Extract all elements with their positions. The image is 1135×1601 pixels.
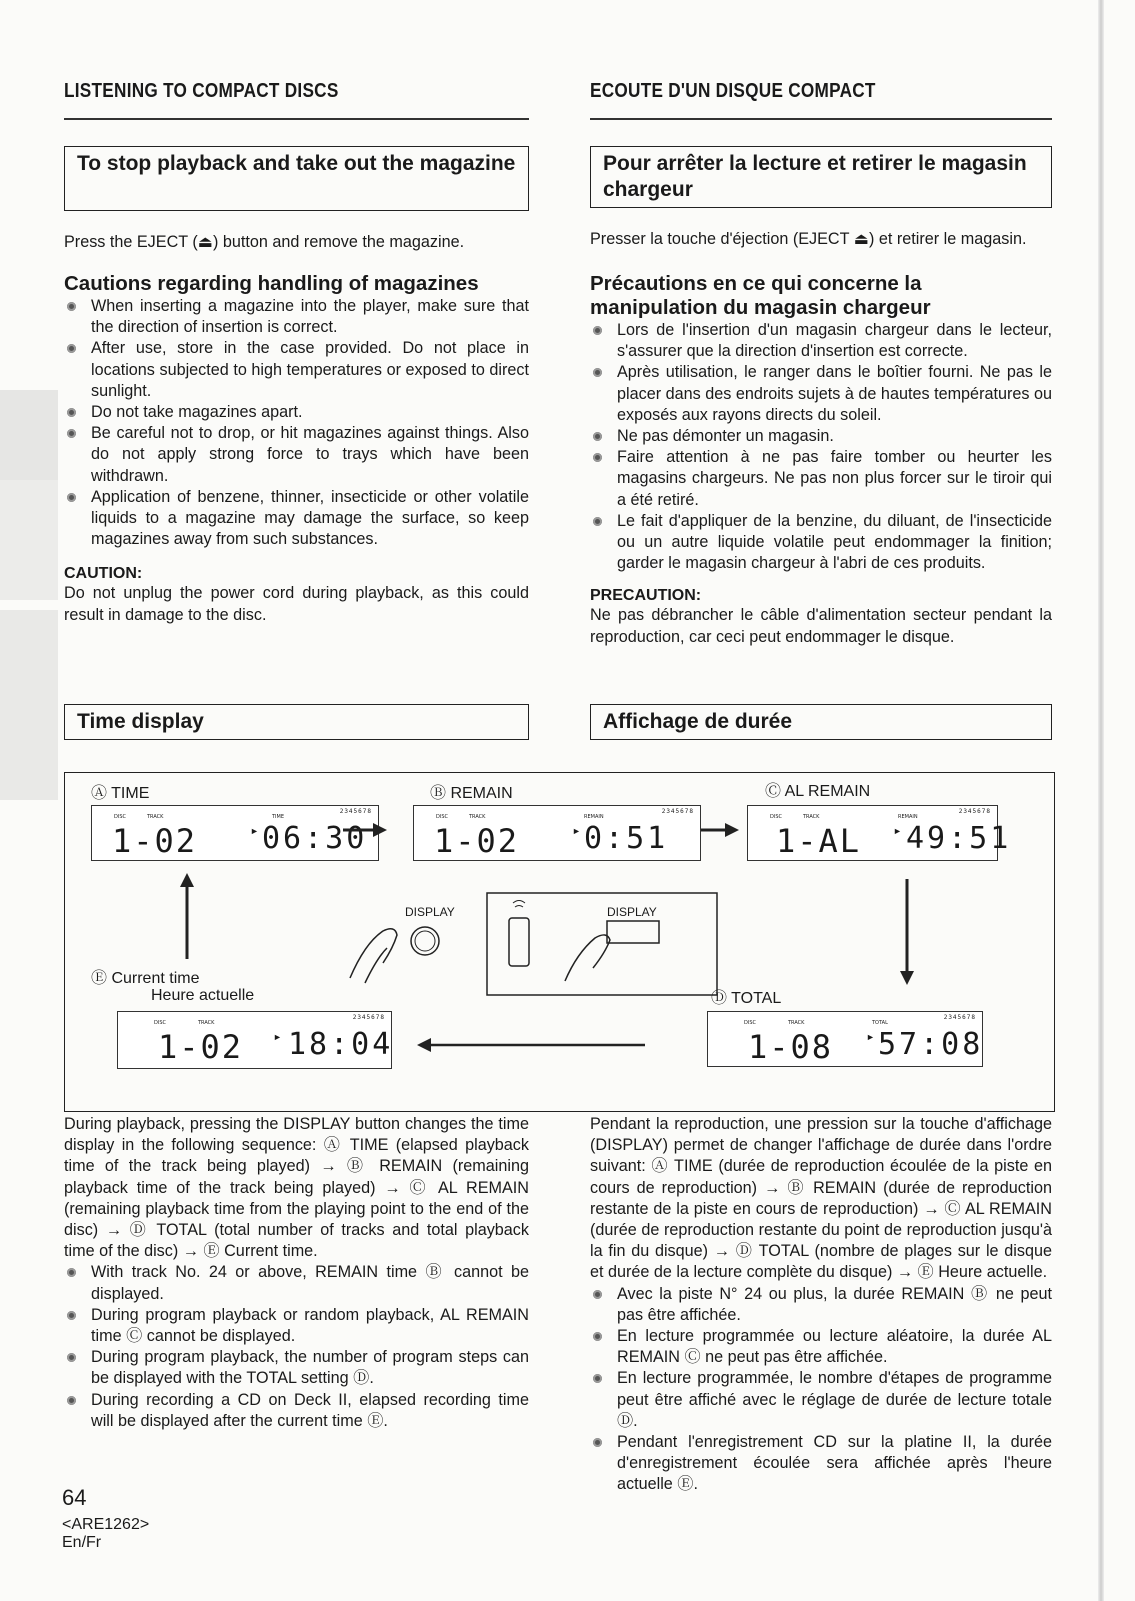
lcd-time: 18:04 bbox=[288, 1027, 394, 1062]
lcd-total-label: TOTAL bbox=[872, 1020, 888, 1026]
list-item: During program playback or random playback, AL REMAIN time Ⓒ cannot be displayed. bbox=[64, 1305, 529, 1347]
lcd-numbers: 2345678 bbox=[339, 808, 372, 815]
list-item: Pendant l'enregistrement CD sur la platine II, la durée d'enregistrement écoulée sera affichée après l'heure actuelle Ⓔ. bbox=[590, 1432, 1052, 1496]
lcd-numbers: 2345678 bbox=[943, 1014, 976, 1021]
right-header: ECOUTE D'UN DISQUE COMPACT bbox=[590, 80, 876, 102]
lcd-track-label: TRACK bbox=[803, 814, 820, 820]
list-item: Ne pas démonter un magasin. bbox=[590, 426, 1052, 447]
caution-label-en: CAUTION: bbox=[64, 565, 143, 583]
scan-shade bbox=[0, 390, 58, 480]
arrow-right-icon bbox=[701, 823, 739, 837]
cautions-head-en: Cautions regarding handling of magazines bbox=[64, 272, 479, 295]
arrow-left-icon bbox=[417, 1038, 645, 1052]
lcd-track-label: TRACK bbox=[198, 1020, 215, 1026]
notes-list-en bbox=[64, 1262, 529, 1432]
play-icon: ► bbox=[893, 826, 902, 836]
right-header-rule bbox=[590, 118, 1052, 120]
lcd-d bbox=[707, 1011, 983, 1067]
lcd-disc-track: 1-02 bbox=[112, 822, 198, 860]
remote-panel-icon bbox=[487, 893, 717, 995]
body-text-en: During playback, pressing the DISPLAY button changes the time display in the following sequence: Ⓐ TIME (elapsed playback time of the track being played) → Ⓑ REMAIN (remaining playback time of the track being played) → Ⓒ AL REMAIN (remaining playback time from the playing point to the end of the disc) → Ⓓ TOTAL (total number of tracks and total playback time of the disc) → Ⓔ Current time. bbox=[64, 1115, 529, 1261]
lcd-disc-track: 1-AL bbox=[776, 822, 862, 860]
lcd-time: 49:51 bbox=[906, 821, 1012, 856]
lcd-time: 06:30 bbox=[262, 821, 368, 856]
list-item: En lecture programmée, le nombre d'étapes de programme peut être affiché avec le réglage de durée de lecture totale Ⓓ. bbox=[590, 1368, 1052, 1432]
lcd-disc-label: DISC bbox=[744, 1020, 756, 1026]
cautions-en bbox=[64, 272, 529, 626]
caution-text-fr: Ne pas débrancher le câble d'alimentation secteur pendant la reproduction, car ceci peut endommager le disque. bbox=[590, 606, 1052, 646]
list-item: Le fait d'appliquer de la benzine, du diluant, de l'insecticide ou un autre liquide volatile peut endommager la finition; garder le magasin chargeur à l'abri de ces produits. bbox=[590, 511, 1052, 575]
scan-shade bbox=[0, 610, 58, 800]
play-icon: ► bbox=[273, 1032, 282, 1042]
display-label-remote: DISPLAY bbox=[607, 905, 657, 919]
cautions-list-en bbox=[64, 296, 529, 550]
list-item: Après utilisation, le ranger dans le boîtier fourni. Ne pas le placer dans des endroits sujets à de hautes températures ou exposés aux rayons directs du soleil. bbox=[590, 362, 1052, 426]
list-item: After use, store in the case provided. Do not place in locations subjected to high temperatures or exposed to direct sunlight. bbox=[64, 338, 529, 402]
doc-lang: En/Fr bbox=[62, 1534, 102, 1551]
lcd-remain-label: REMAIN bbox=[898, 814, 918, 820]
play-icon: ► bbox=[250, 826, 259, 836]
arrow-right-icon bbox=[343, 823, 387, 837]
doc-code: <ARE1262> bbox=[62, 1516, 150, 1533]
scan-shade bbox=[0, 480, 58, 600]
lcd-disc-track: 1-02 bbox=[158, 1028, 244, 1066]
finger-press-icon bbox=[350, 929, 397, 983]
lcd-disc-label: DISC bbox=[114, 814, 126, 820]
list-item: Application of benzene, thinner, insecticide or other volatile liquids to a magazine may damage the surface, so keep magazines away from such substances. bbox=[64, 487, 529, 551]
list-item: Be careful not to drop, or hit magazines against things. Also do not apply strong force to trays which have been withdrawn. bbox=[64, 423, 529, 487]
list-item: Lors de l'insertion d'un magasin chargeur dans le lecteur, s'assurer que la direction d'insertion est correcte. bbox=[590, 320, 1052, 362]
cautions-list-fr bbox=[590, 320, 1052, 574]
cautions-fr bbox=[590, 272, 1052, 648]
lcd-time: 0:51 bbox=[584, 821, 669, 856]
body-en bbox=[64, 1114, 529, 1432]
list-item: When inserting a magazine into the player, make sure that the direction of insertion is correct. bbox=[64, 296, 529, 338]
body-text-fr: Pendant la reproduction, une pression sur la touche d'affichage (DISPLAY) permet de changer l'affichage de durée dans l'ordre suivant: Ⓐ TIME (durée de reproduction écoulée de la piste en cours de reproduction) → Ⓑ REMAIN (durée de reproduction restante de la piste en cours de reproduction) → Ⓒ AL REMAIN (durée de reproduction restante du point de reproduction jusqu'à la fin du disque) → Ⓓ TOTAL (nombre de plages sur le disque et durée de la lecture complète du disque) → Ⓔ Heure actuelle. bbox=[590, 1115, 1052, 1282]
lcd-disc-track: 1-02 bbox=[434, 822, 520, 860]
body-fr bbox=[590, 1114, 1052, 1496]
time-display-diagram bbox=[64, 772, 1055, 1112]
arrow-up-icon bbox=[180, 873, 194, 959]
list-item: Do not take magazines apart. bbox=[64, 402, 529, 423]
lcd-e bbox=[117, 1011, 392, 1069]
list-item: With track No. 24 or above, REMAIN time Ⓑ cannot be displayed. bbox=[64, 1262, 529, 1304]
lcd-time: 57:08 bbox=[878, 1027, 984, 1062]
label-b-remain: Ⓑ REMAIN bbox=[430, 785, 513, 802]
list-item: Avec la piste N° 24 ou plus, la durée REMAIN Ⓑ ne peut pas être affichée. bbox=[590, 1284, 1052, 1326]
caution-label-fr: PRECAUTION: bbox=[590, 587, 702, 605]
lcd-numbers: 2345678 bbox=[661, 808, 694, 815]
stop-box-fr: Pour arrêter la lecture et retirer le magasin chargeur bbox=[590, 146, 1052, 208]
label-a-time: Ⓐ TIME bbox=[91, 785, 150, 802]
lcd-disc-track: 1-08 bbox=[748, 1028, 834, 1066]
list-item: During recording a CD on Deck II, elapsed recording time will be displayed after the current time Ⓔ. bbox=[64, 1390, 529, 1432]
arrow-down-icon bbox=[900, 879, 914, 985]
notes-list-fr bbox=[590, 1284, 1052, 1496]
play-icon: ► bbox=[866, 1032, 875, 1042]
lcd-track-label: TRACK bbox=[788, 1020, 805, 1026]
label-e-current-fr: Heure actuelle bbox=[151, 987, 255, 1004]
lcd-time-label: TIME bbox=[272, 814, 285, 820]
time-box-fr: Affichage de durée bbox=[590, 704, 1052, 740]
label-d-total: Ⓓ TOTAL bbox=[711, 990, 782, 1007]
page-number: 64 bbox=[62, 1485, 87, 1510]
label-e-current: Ⓔ Current time bbox=[91, 970, 200, 987]
left-header-rule bbox=[64, 118, 529, 120]
stop-text-en: Press the EJECT (⏏) button and remove the magazine. bbox=[64, 233, 465, 251]
time-box-en: Time display bbox=[64, 704, 529, 740]
lcd-track-label: TRACK bbox=[147, 814, 164, 820]
list-item: En lecture programmée ou lecture aléatoire, la durée AL REMAIN Ⓒ ne peut pas être affichée. bbox=[590, 1326, 1052, 1368]
label-c-al-remain: Ⓒ AL REMAIN bbox=[765, 783, 871, 800]
display-button-icon bbox=[411, 927, 439, 955]
lcd-disc-label: DISC bbox=[436, 814, 448, 820]
left-header: LISTENING TO COMPACT DISCS bbox=[64, 80, 339, 102]
lcd-remain-label: REMAIN bbox=[584, 814, 604, 820]
play-icon: ► bbox=[572, 826, 581, 836]
caution-text-en: Do not unplug the power cord during playback, as this could result in damage to the disc. bbox=[64, 584, 529, 624]
cautions-head-fr: Précautions en ce qui concerne la manipulation du magasin chargeur bbox=[590, 272, 931, 319]
lcd-numbers: 2345678 bbox=[958, 808, 991, 815]
display-label: DISPLAY bbox=[405, 905, 455, 919]
list-item: During program playback, the number of program steps can be displayed with the TOTAL setting Ⓓ. bbox=[64, 1347, 529, 1389]
lcd-disc-label: DISC bbox=[770, 814, 782, 820]
stop-text-fr: Presser la touche d'éjection (EJECT ⏏) et retirer le magasin. bbox=[590, 230, 1027, 248]
list-item: Faire attention à ne pas faire tomber ou heurter les magasins chargeurs. Ne pas non plus forcer sur le tiroir qui a été retiré. bbox=[590, 447, 1052, 511]
page-edge bbox=[1098, 0, 1104, 1601]
stop-box-en: To stop playback and take out the magazine bbox=[64, 146, 529, 211]
lcd-numbers: 2345678 bbox=[352, 1014, 385, 1021]
lcd-disc-label: DISC bbox=[154, 1020, 166, 1026]
lcd-track-label: TRACK bbox=[469, 814, 486, 820]
